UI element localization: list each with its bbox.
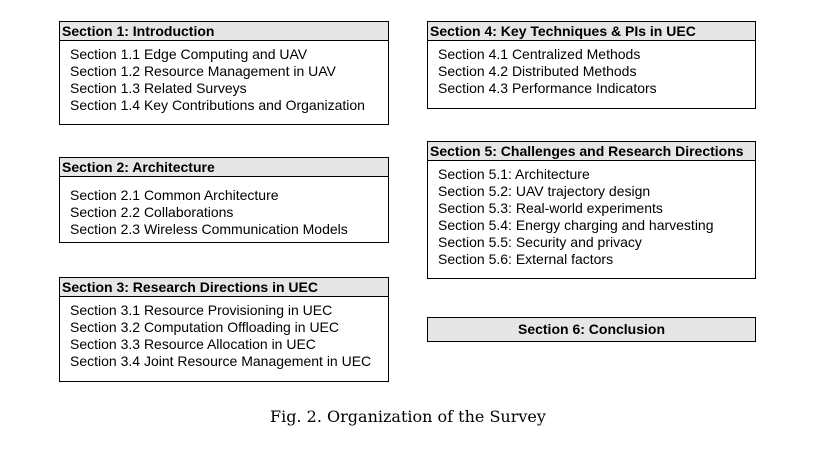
section-box-challenges [427,141,756,279]
subsection-item: Section 3.1 Resource Provisioning in UEC [70,302,333,318]
subsection-list [60,297,388,370]
subsection-list [60,177,388,238]
subsection-item: Section 5.1: Architecture [438,166,590,182]
subsection-item: Section 1.2 Resource Management in UAV [70,63,336,79]
subsection-item: Section 5.4: Energy charging and harvesting [438,217,714,233]
section-header: Section 5: Challenges and Research Directions [428,142,755,161]
subsection-list [428,161,755,268]
subsection-item: Section 3.3 Resource Allocation in UEC [70,336,316,352]
section-header: Section 4: Key Techniques & PIs in UEC [428,22,755,41]
subsection-item: Section 4.3 Performance Indicators [438,80,657,96]
subsection-item: Section 3.4 Joint Resource Management in UEC [70,353,372,369]
section-header: Section 1: Introduction [60,22,388,41]
section-box-introduction [59,21,389,125]
subsection-item: Section 4.2 Distributed Methods [438,63,637,79]
section-header: Section 2: Architecture [60,158,388,177]
subsection-item: Section 5.5: Security and privacy [438,234,642,250]
subsection-item: Section 4.1 Centralized Methods [438,46,641,62]
section-box-architecture [59,157,389,243]
subsection-item: Section 2.2 Collaborations [70,204,234,220]
section-box-research-directions [59,277,389,382]
section-box-conclusion: Section 6: Conclusion [427,317,756,342]
section-box-key-techniques [427,21,756,109]
subsection-item: Section 1.1 Edge Computing and UAV [70,46,308,62]
subsection-item: Section 2.1 Common Architecture [70,187,279,203]
subsection-item: Section 5.6: External factors [438,251,614,267]
subsection-item: Section 2.3 Wireless Communication Models [70,221,348,237]
subsection-list [428,41,755,97]
section-header: Section 3: Research Directions in UEC [60,278,388,297]
subsection-item: Section 5.3: Real-world experiments [438,200,663,216]
figure-caption: Fig. 2. Organization of the Survey [270,407,546,426]
subsection-item: Section 5.2: UAV trajectory design [438,183,651,199]
subsection-item: Section 3.2 Computation Offloading in UEC [70,319,340,335]
subsection-list [60,41,388,114]
subsection-item: Section 1.4 Key Contributions and Organization [70,97,365,113]
subsection-item: Section 1.3 Related Surveys [70,80,247,96]
